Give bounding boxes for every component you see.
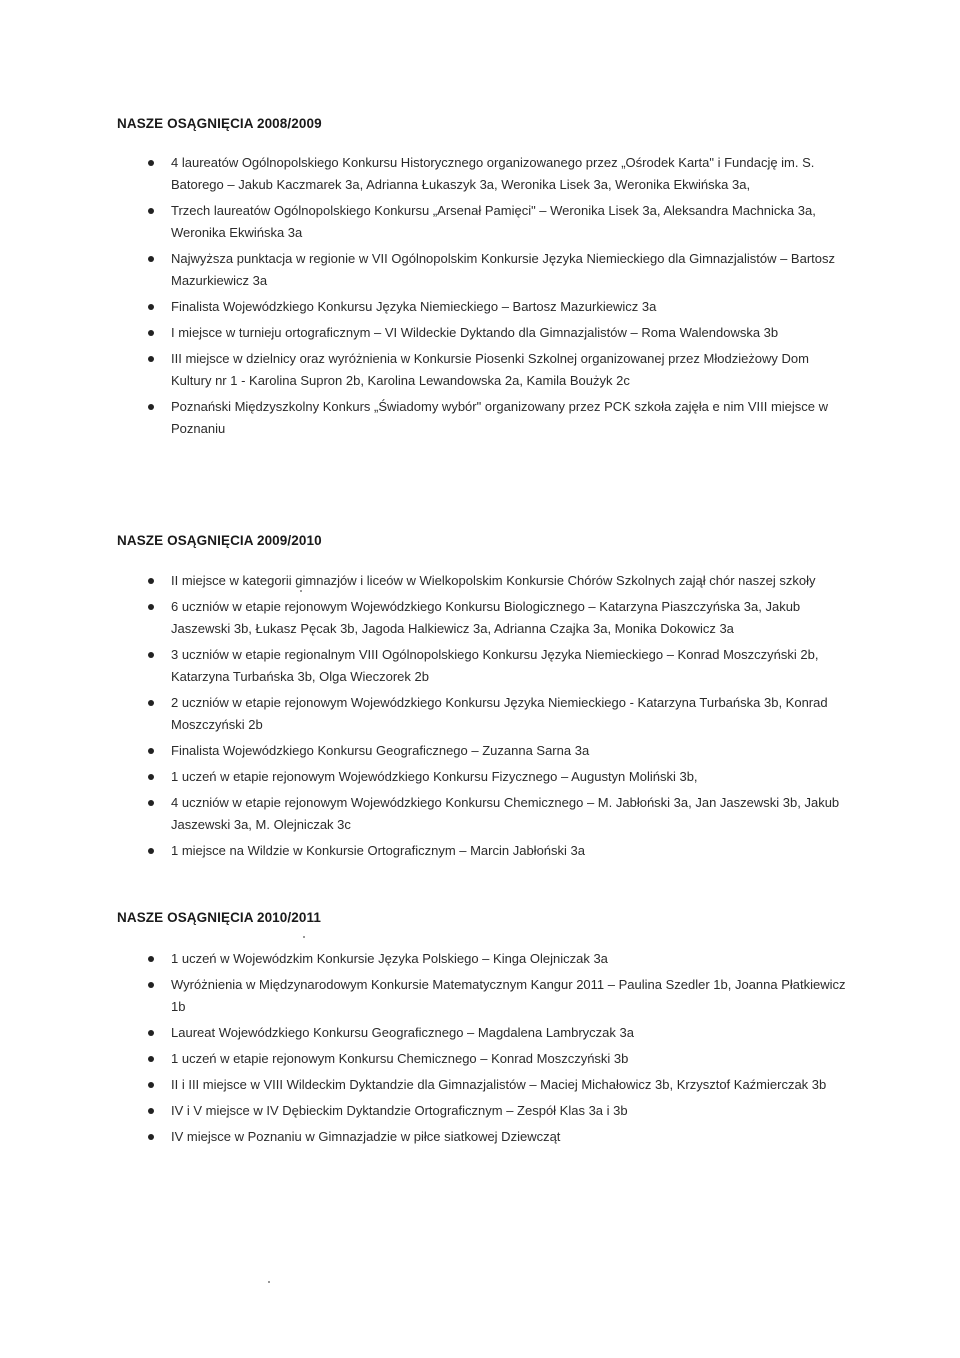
bullet-icon <box>148 160 154 166</box>
bullet-icon <box>148 578 154 584</box>
list-item <box>171 1074 851 1096</box>
list-item-text: 1 uczeń w etapie rejonowym Konkursu Chemicznego – Konrad Moszczyński 3b <box>171 1051 629 1066</box>
list-item-text: Wyróżnienia w Międzynarodowym Konkursie Matematycznym Kangur 2011 – Paulina Szedler 1b, Joanna Płatkiewicz 1b <box>171 977 846 1014</box>
list-item <box>171 792 851 836</box>
list-item <box>171 348 851 392</box>
list-item <box>171 766 851 788</box>
list-item-text: Najwyższa punktacja w regionie w VII Ogólnopolskim Konkursie Języka Niemieckiego dla Gimnazjalistów – Bartosz Mazurkiewicz 3a <box>171 251 836 288</box>
list-item-text: Poznański Międzyszkolny Konkurs „Świadomy wybór" organizowany przez PCK szkoła zajęła e nim VIII miejsce w Poznaniu <box>171 399 829 436</box>
scan-speck <box>268 1281 270 1283</box>
list-item-text: IV i V miejsce w IV Dębieckim Dyktandzie Ortograficznym – Zespół Klas 3a i 3b <box>171 1103 628 1118</box>
bullet-icon <box>148 956 154 962</box>
list-item-text: 3 uczniów w etapie regionalnym VIII Ogólnopolskiego Konkursu Języka Niemieckiego – Konrad Moszczyński 2b, Katarzyna Turbańska 3b, Olga Wieczorek 2b <box>171 647 819 684</box>
bullet-icon <box>148 652 154 658</box>
list-item <box>171 974 851 1018</box>
list-item-text: 4 uczniów w etapie rejonowym Wojewódzkiego Konkursu Chemicznego – M. Jabłoński 3a, Jan Jaszewski 3b, Jakub Jaszewski 3a, M. Olejniczak 3c <box>171 795 840 832</box>
bullet-icon <box>148 404 154 410</box>
list-item-text: Finalista Wojewódzkiego Konkursu Geograficznego – Zuzanna Sarna 3a <box>171 743 590 758</box>
list-item-text: Trzech laureatów Ogólnopolskiego Konkursu „Arsenał Pamięci" – Weronika Lisek 3a, Aleksandra Machnicka 3a, Weronika Ekwińska 3a <box>171 203 816 240</box>
list-item-text: 1 uczeń w etapie rejonowym Wojewódzkiego Konkursu Fizycznego – Augustyn Moliński 3b, <box>171 769 698 784</box>
list-item-text: II miejsce w kategorii gimnazjów i liceów w Wielkopolskim Konkursie Chórów Szkolnych zajął chór naszej szkoły <box>171 573 816 588</box>
scan-speck <box>303 936 305 938</box>
list-item <box>171 1022 851 1044</box>
list-item-text: III miejsce w dzielnicy oraz wyróżnienia w Konkursie Piosenki Szkolnej organizowanej przez Młodzieżowy Dom Kultury nr 1 - Karolina Supron 2b, Karolina Lewandowska 2a, Kamila Boużyk 2c <box>171 351 809 388</box>
list-item <box>171 740 851 762</box>
list-item-text: Finalista Wojewódzkiego Konkursu Języka Niemieckiego – Bartosz Mazurkiewicz 3a <box>171 299 657 314</box>
bullet-icon <box>148 304 154 310</box>
achievements-list <box>0 570 960 866</box>
bullet-icon <box>148 256 154 262</box>
list-item <box>171 1048 851 1070</box>
bullet-icon <box>148 848 154 854</box>
list-item <box>171 1100 851 1122</box>
list-item <box>171 570 851 592</box>
bullet-icon <box>148 1082 154 1088</box>
bullet-icon <box>148 748 154 754</box>
bullet-icon <box>148 1030 154 1036</box>
section-heading: NASZE OSĄGNIĘCIA 2009/2010 <box>117 533 322 548</box>
bullet-icon <box>148 982 154 988</box>
list-item-text: 6 uczniów w etapie rejonowym Wojewódzkiego Konkursu Biologicznego – Katarzyna Piaszczyńska 3a, Jakub Jaszewski 3b, Łukasz Pęcak 3b, Jagoda Halkiewicz 3a, Adrianna Czajka 3a, Monika Dokowicz 3a <box>171 599 801 636</box>
bullet-icon <box>148 356 154 362</box>
bullet-icon <box>148 604 154 610</box>
list-item-text: 1 uczeń w Wojewódzkim Konkursie Języka Polskiego – Kinga Olejniczak 3a <box>171 951 608 966</box>
list-item <box>171 322 851 344</box>
list-item <box>171 840 851 862</box>
list-item <box>171 644 851 688</box>
bullet-icon <box>148 700 154 706</box>
list-item <box>171 692 851 736</box>
list-item-text: Laureat Wojewódzkiego Konkursu Geograficznego – Magdalena Lambryczak 3a <box>171 1025 634 1040</box>
list-item <box>171 948 851 970</box>
list-item <box>171 596 851 640</box>
bullet-icon <box>148 1056 154 1062</box>
list-item <box>171 296 851 318</box>
achievements-list <box>0 152 960 444</box>
list-item-text: 4 laureatów Ogólnopolskiego Konkursu Historycznego organizowanego przez „Ośrodek Karta" i Fundację im. S. Batorego – Jakub Kaczmarek 3a, Adrianna Łukaszyk 3a, Weronika Lisek 3a, Weronika Ekwińska 3a, <box>171 155 815 192</box>
list-item-text: 1 miejsce na Wildzie w Konkursie Ortograficznym – Marcin Jabłoński 3a <box>171 843 585 858</box>
bullet-icon <box>148 800 154 806</box>
scan-speck <box>300 590 302 592</box>
list-item <box>171 200 851 244</box>
list-item <box>171 248 851 292</box>
list-item <box>171 396 851 440</box>
bullet-icon <box>148 1108 154 1114</box>
bullet-icon <box>148 1134 154 1140</box>
list-item <box>171 1126 851 1148</box>
list-item-text: I miejsce w turnieju ortograficznym – VI Wildeckie Dyktando dla Gimnazjalistów – Roma Walendowska 3b <box>171 325 779 340</box>
list-item-text: 2 uczniów w etapie rejonowym Wojewódzkiego Konkursu Języka Niemieckiego - Katarzyna Turbańska 3b, Konrad Moszczyński 2b <box>171 695 828 732</box>
section-heading: NASZE OSĄGNIĘCIA 2008/2009 <box>117 116 322 131</box>
list-item-text: IV miejsce w Poznaniu w Gimnazjadzie w piłce siatkowej Dziewcząt <box>171 1129 561 1144</box>
achievements-list <box>0 948 960 1152</box>
section-heading: NASZE OSĄGNIĘCIA 2010/2011 <box>117 910 321 925</box>
bullet-icon <box>148 330 154 336</box>
bullet-icon <box>148 208 154 214</box>
bullet-icon <box>148 774 154 780</box>
list-item-text: II i III miejsce w VIII Wildeckim Dyktandzie dla Gimnazjalistów – Maciej Michałowicz 3b, Krzysztof Kaźmierczak 3b <box>171 1077 827 1092</box>
list-item <box>171 152 851 196</box>
